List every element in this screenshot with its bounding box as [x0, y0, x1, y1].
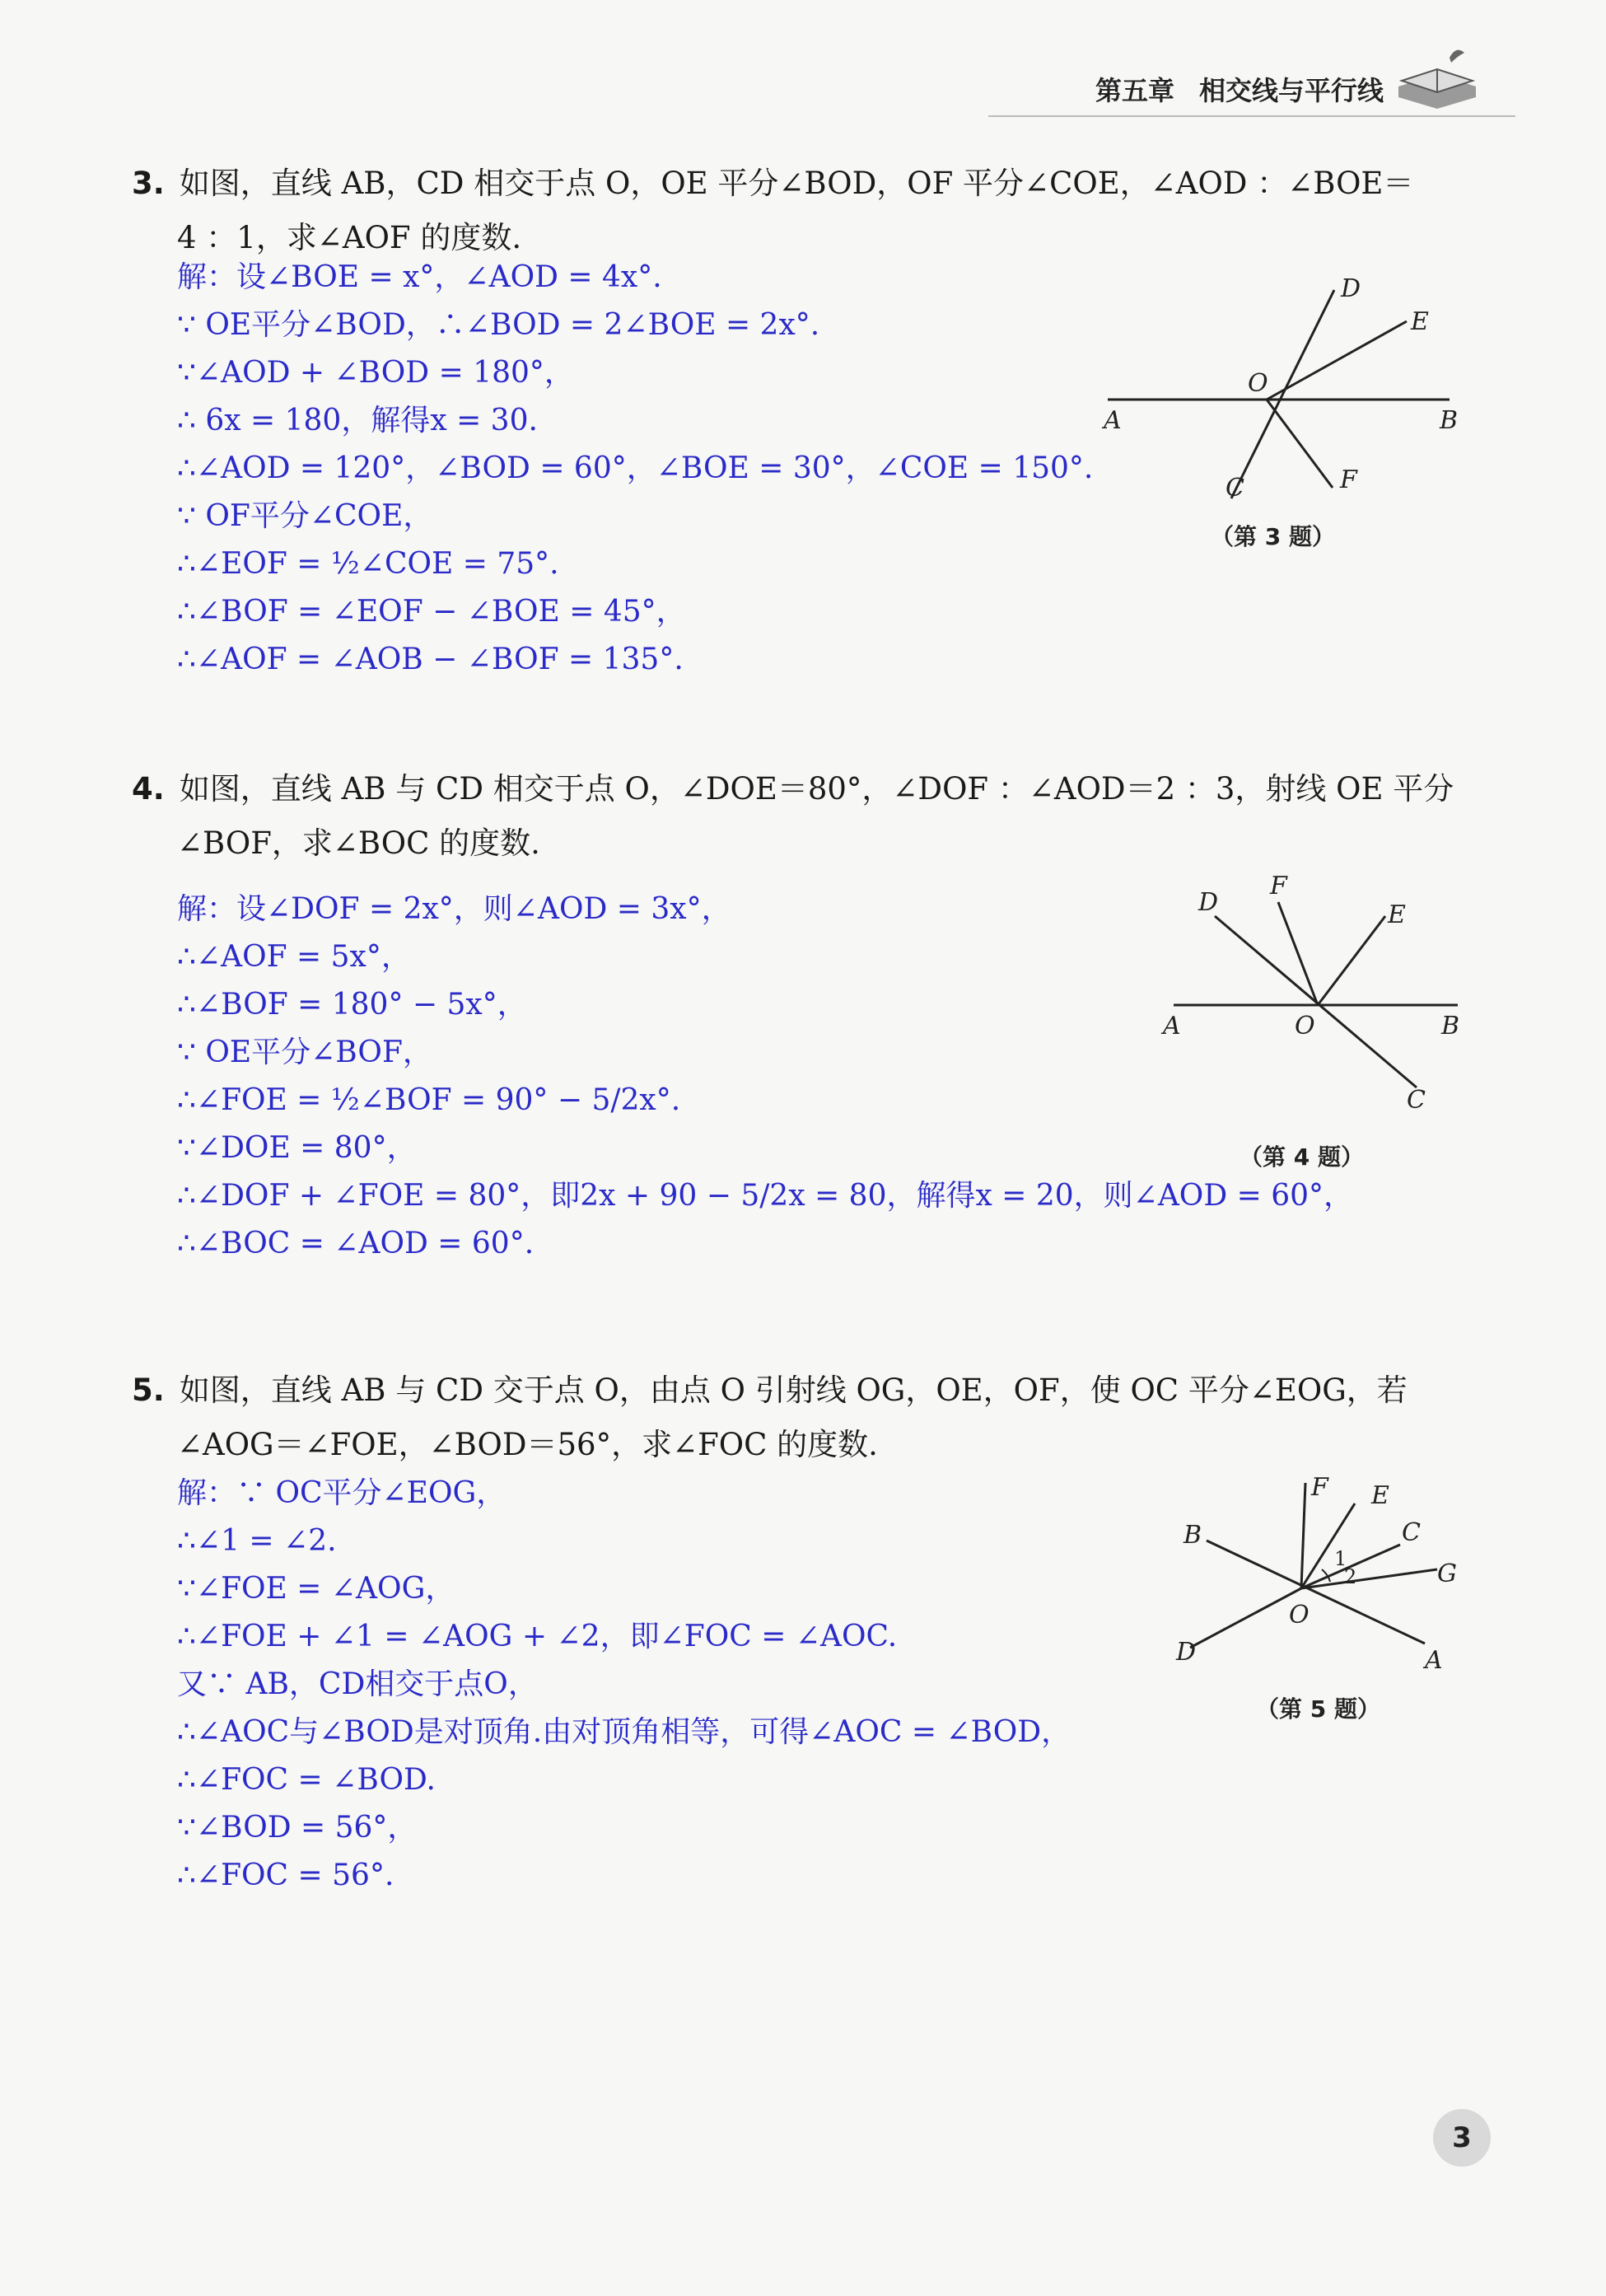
label-a: A [1163, 1012, 1181, 1040]
label-c: C [1402, 1518, 1421, 1547]
figure-4 [1153, 869, 1482, 1116]
problem-5-solution [177, 1470, 1071, 1900]
problem-3-line-1: 如图，直线 AB，CD 相交于点 O，OE 平分∠BOD，OF 平分∠COE，∠AOD ：∠BOE＝ [179, 166, 1414, 201]
solution-line: 解：设∠BOE = x°，∠AOD = 4x°. [177, 260, 662, 294]
label-d: D [1198, 888, 1219, 917]
solution-line: ∵ OE平分∠BOF， [177, 1036, 432, 1069]
label-d: D [1176, 1638, 1197, 1667]
label-b: B [1441, 1012, 1460, 1040]
ray-of [1301, 1483, 1305, 1588]
problem-4-line-1: 如图，直线 AB 与 CD 相交于点 O，∠DOE＝80°，∠DOF ：∠AOD＝2 ：3，射线 OE 平分 [179, 771, 1454, 807]
problem-3-line-2: 4 ：1，求∠AOF 的度数. [177, 220, 522, 255]
problem-3-number: 3. [132, 166, 165, 201]
solution-line: ∴∠FOE + ∠1 = ∠AOG + ∠2，即∠FOC = ∠AOC. [177, 1620, 898, 1653]
ray-oe [1267, 321, 1407, 400]
figure-3 [1095, 272, 1474, 511]
solution-line: ∴∠AOF = ∠AOB − ∠BOF = 135°. [177, 643, 684, 676]
chapter-title: 相交线与平行线 [1198, 75, 1384, 106]
label-o: O [1248, 369, 1268, 398]
header-rule [988, 115, 1515, 117]
solution-line: ∴∠AOD = 120°，∠BOD = 60°，∠BOE = 30°，∠COE = 150°. [177, 451, 1094, 485]
ray-oe [1318, 916, 1385, 1005]
solution-line: ∴∠DOF + ∠FOE = 80°，即2x + 90 − 5/2x = 80，解得x = 20，则∠AOD = 60°， [177, 1179, 1354, 1213]
line-cd [1190, 1588, 1301, 1648]
problem-5-statement [132, 1363, 1466, 1472]
label-b: B [1183, 1521, 1202, 1550]
label-a: A [1425, 1646, 1443, 1675]
solution-line: ∴∠FOE = ½∠BOF = 90° − 5/2x°. [177, 1083, 681, 1117]
solution-line: 解：设∠DOF = 2x°，则∠AOD = 3x°， [177, 892, 731, 926]
chapter-label: 第五章 [1095, 75, 1174, 106]
solution-line: ∵ OE平分∠BOD，∴∠BOD = 2∠BOE = 2x°. [177, 308, 820, 342]
solution-line: ∵∠BOD = 56°， [177, 1811, 418, 1845]
solution-line: ∴∠AOF = 5x°， [177, 940, 411, 974]
problem-4-number: 4. [132, 771, 165, 807]
page-number: 3 [1433, 2109, 1491, 2167]
figure-4-caption: （第 4 题） [1240, 1143, 1364, 1171]
label-b: B [1440, 406, 1459, 435]
book-icon [1392, 41, 1482, 115]
solution-line: ∵∠DOE = 80°， [177, 1131, 417, 1165]
solution-line: ∴∠BOF = 180° − 5x°， [177, 988, 527, 1022]
label-a: A [1104, 406, 1122, 435]
ray-of [1267, 400, 1333, 488]
ray-of [1278, 902, 1318, 1005]
label-f: F [1311, 1473, 1328, 1502]
label-e: E [1371, 1481, 1389, 1510]
label-e: E [1388, 900, 1406, 929]
problem-5-number: 5. [132, 1372, 165, 1408]
label-f: F [1340, 465, 1357, 494]
solution-line: ∵ OF平分∠COE， [177, 499, 433, 533]
label-o: O [1289, 1601, 1310, 1630]
solution-line: ∴∠FOC = ∠BOD. [177, 1763, 436, 1797]
label-angle-1: 1 [1334, 1547, 1347, 1570]
label-f: F [1270, 872, 1287, 900]
label-angle-2: 2 [1344, 1565, 1357, 1588]
solution-line: 又∵ AB，CD相交于点O， [177, 1667, 538, 1701]
label-g: G [1437, 1560, 1457, 1588]
label-o: O [1295, 1012, 1315, 1040]
label-d: D [1341, 274, 1361, 303]
figure-3-caption: （第 3 题） [1211, 523, 1335, 550]
problem-3-statement [132, 157, 1466, 265]
problem-3-solution [177, 254, 1093, 684]
figure-5 [1161, 1466, 1474, 1681]
solution-line: ∴∠AOC与∠BOD是对顶角.由对顶角相等，可得∠AOC = ∠BOD， [177, 1715, 1071, 1749]
line-ab [1207, 1541, 1425, 1644]
figure-5-caption: （第 5 题） [1256, 1695, 1380, 1723]
problem-5-line-2: ∠AOG＝∠FOE，∠BOD＝56°，求∠FOC 的度数. [177, 1427, 878, 1462]
solution-line: ∴∠EOF = ½∠COE = 75°. [177, 547, 559, 581]
solution-line: 解：∵ OC平分∠EOG， [177, 1476, 507, 1510]
solution-line: ∵∠FOE = ∠AOG， [177, 1572, 455, 1606]
solution-line: ∵∠AOD + ∠BOD = 180°， [177, 356, 574, 390]
problem-4-statement [132, 762, 1466, 871]
solution-line: ∴∠BOC = ∠AOD = 60°. [177, 1227, 535, 1260]
label-c: C [1226, 474, 1244, 503]
solution-line: ∴ 6x = 180，解得x = 30. [177, 404, 538, 437]
solution-line: ∴∠FOC = 56°. [177, 1859, 394, 1892]
solution-line: ∴∠BOF = ∠EOF − ∠BOE = 45°， [177, 595, 686, 629]
label-c: C [1407, 1086, 1426, 1115]
line-cd [1231, 290, 1334, 498]
label-e: E [1411, 307, 1429, 336]
problem-4-line-2: ∠BOF，求∠BOC 的度数. [177, 825, 540, 861]
solution-line: ∴∠1 = ∠2. [177, 1524, 337, 1558]
problem-5-line-1: 如图，直线 AB 与 CD 交于点 O，由点 O 引射线 OG，OE，OF，使 OC 平分∠EOG，若 [179, 1372, 1408, 1408]
